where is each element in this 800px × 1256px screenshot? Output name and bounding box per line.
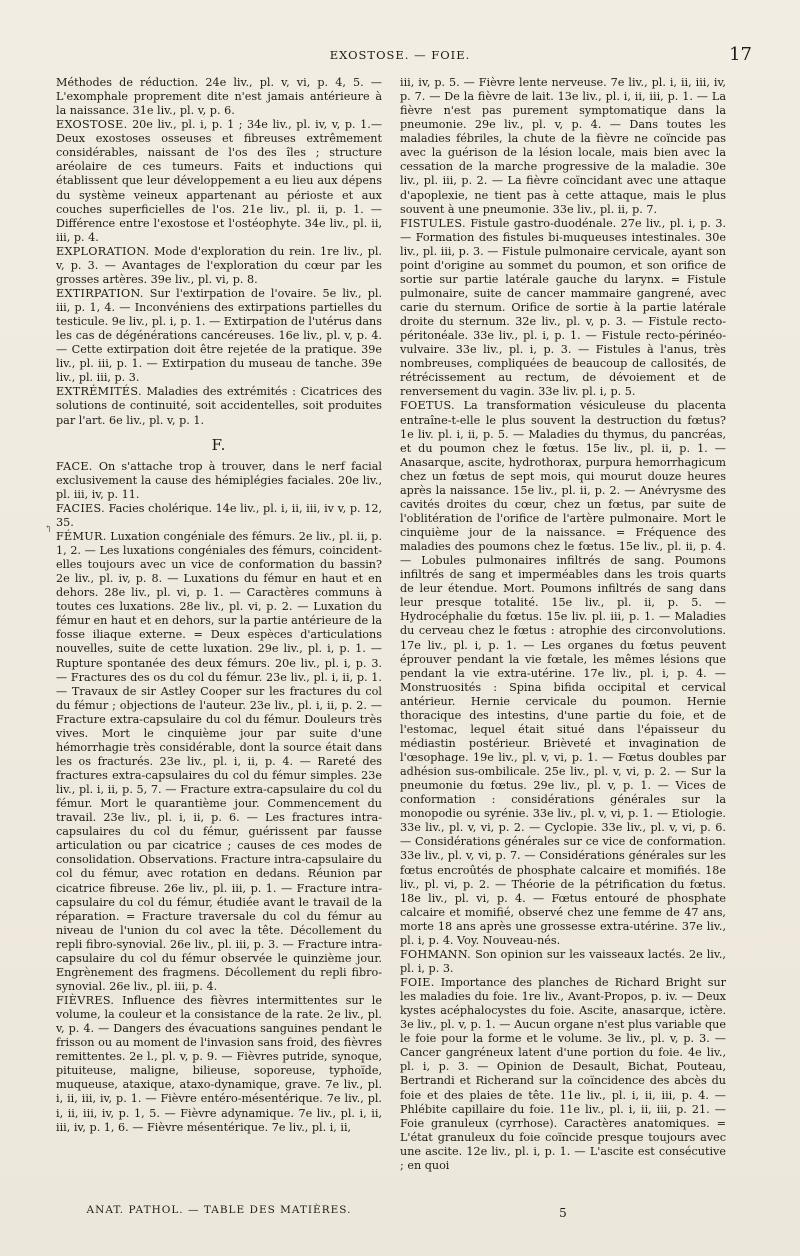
index-entry (56, 385, 382, 427)
left-entries-before (56, 76, 382, 428)
entry-heading: EXPLORATION. (56, 244, 150, 258)
index-entry (56, 245, 382, 287)
entry-text: Son opinion sur les vaisseaux lactés. 2e liv., pl. i, p. 3. (400, 947, 726, 975)
entry-text: Mode d'exploration du rein. 1re liv., pl. v, p. 3. — Avantages de l'exploration du cœur par les grosses artères. 39e liv., pl. vi, p. 8. (56, 244, 382, 286)
right-column (400, 76, 726, 1173)
entry-text: Maladies des extrémités : Cicatrices des solutions de continuité, soit accidentelles, soit produites par l'art. 6e liv., pl. v, p. 1. (56, 385, 383, 427)
index-entry (400, 76, 726, 217)
entry-text: Fistule gastro-duodénale. 27e liv., pl. i, p. 3. — Formation des fistules bi-muqueuses intestinales. 30e liv., pl. iii, p. 3. — Fistule pulmonaire cervicale, ayant son point d'origine au sommet du poumon, et son orifice de sortie sur partie latérale gauche du larynx. = Fistule pulmonaire, suite de cancer mammaire gangrené, avec carie du sternum. Orifice de sortie à la partie latérale droite du sternum. 32e liv., pl. v, p. 3. — Fistule recto-péritonéale. 33e liv., pl. i, p. 1. — Fistule recto-périnéo-vulvaire. 33e liv., pl. i, p. 3. — Fistules à l'anus, très nombreuses, compliquées de beaucoup de callosités, de rétrécissement au rectum, de dévoiement et de renversement du vagin. 33e liv. pl. i, p. 5. (400, 216, 727, 399)
index-entry (56, 994, 382, 1135)
entry-heading: FISTULES. (400, 216, 466, 230)
entry-heading: EXTRÉMITÉS. (56, 385, 142, 399)
entry-heading: EXOSTOSE. (56, 118, 128, 132)
entry-heading: FIÈVRES. (56, 994, 115, 1007)
entry-heading: FACIES. (56, 501, 105, 515)
entry-text: Sur l'extirpation de l'ovaire. 5e liv., pl. iii, p. 1, 4. — Inconvéniens des extirpations partielles du testicule. 9e liv., pl. i, p. 1. — Extirpation de l'utérus dans les cas de dégénérations cancéreuses. 16e liv., pl. v, p. 4. — Cette extirpation doit être rejetée de la pratique. 39e liv., pl. iii, p. 1. — Extirpation du museau de tanche. 39e liv., pl. iii, p. 3. (56, 286, 383, 385)
entry-heading: EXTIRPATION. (56, 286, 144, 300)
page-number: 17 (729, 44, 752, 65)
entry-text: 20e liv., pl. i, p. 1 ; 34e liv., pl. iv, v, p. 1.— Deux exostoses osseuses et fibreuses extrêmement considérables, naissant de l'os des îles ; structure aréolaire de ces tumeurs. Faits et inductions qui établissent que leur développement a eu lieu aux dépens du système veineux appartenant au périoste et aux couches superficielles de l'os. 21e liv., pl. ii, p. 1. — Différence entre l'exostose et l'ostéophyte. 34e liv., pl. ii, iii, p. 4. (56, 118, 383, 244)
index-entry (56, 287, 382, 385)
running-head: EXOSTOSE. — FOIE. (329, 48, 471, 62)
entry-text: Influence des fièvres intermittentes sur le volume, la couleur et la consistance de la rate. 2e liv., pl. v, p. 4. — Dangers des évacuations sanguines pendant le frisson ou au moment de l'invasion sans froid, des fièvres remittentes. 2e l., pl. v, p. 9. — Fièvres putride, synoque, pituiteuse, maligne, bilieuse, soporeuse, typhoïde, muqueuse, ataxique, ataxo-dynamique, grave. 7e liv., pl. i, ii, iii, iv, p. 1. — Fièvre entéro-mésentérique. 7e liv., pl. i, ii, iii, iv, p. 1, 5. — Fièvre adynamique. 7e liv., pl. i, ii, iii, iv, p. 1, 6. — Fièvre mésentérique. 7e liv., pl. i, ii, (56, 994, 382, 1134)
entry-heading: FOIE. (400, 976, 435, 989)
right-entries (400, 76, 726, 1173)
entry-heading: FOETUS. (400, 399, 455, 413)
index-entry (56, 76, 382, 118)
entry-heading: FACE. (56, 459, 93, 473)
index-entry (56, 118, 382, 245)
entry-text: Luxation congéniale des fémurs. 2e liv., pl. ii, p. 1, 2. — Les luxations congéniales des fémurs, coincident-elles toujours avec un vice de conformation du bassin? 2e liv., pl. iv, p. 8. — Luxations du fémur en haut et en dehors. 28e liv., pl. vi, p. 1. — Caractères communs à toutes ces luxations. 28e liv., pl. vi, p. 2. — Luxation du fémur en haut et en dehors, sur la partie antérieure de la fosse iliaque externe. = Deux espèces d'articulations nouvelles, suite de cette luxation. 29e liv., pl. i, p. 1. — Rupture spontanée des deux fémurs. 20e liv., pl. i, p. 3. — Fractures des os du col du fémur. 23e liv., pl. i, ii, p. 1. — Travaux de sir Astley Cooper sur les fractures du col du fémur ; objections de l'auteur. 23e liv., pl. i, ii, p. 2. — Fracture extra-capsulaire du col du fémur. Douleurs très vives. Mort le cinquième jour par suite d'une hémorrhagie très considérable, dont la source était dans les os fracturés. 23e liv., pl. i, ii, p. 4. — Rareté des fractures extra-capsulaires du col du fémur simples. 23e liv., pl. i, ii, p. 5, 7. — Fracture extra-capsulaire du col du fémur. Mort le quarantième jour. Commencement du travail. 23e liv., pl. i, ii, p. 6. — Les fractures intra-capsulaires du col du fémur, guérissent par fausse articulation ou par cicatrice ; causes de ces modes de consolidation. Observations. Fracture intra-capsulaire du col du fémur, avec rotation en dedans. Réunion par cicatrice fibreuse. 26e liv., pl. iii, p. 1. — Fracture intra-capsulaire du col du fémur, étudiée avant le travail de la réparation. = Fracture traversale du col du fémur au niveau de l'union du col avec la tête. Décollement du repli fibro-synovial. 26e liv., pl. iii, p. 3. — Fracture intra-capsulaire du col du fémur observée le quinzième jour. Engrènement des fragmens. Décollement du repli fibro-synovial. 26e liv., pl. iii, p. 4. (56, 529, 383, 993)
index-entry (400, 976, 726, 1173)
index-entry (400, 948, 726, 976)
signature-mark: 5 (559, 1206, 567, 1220)
page-header (0, 44, 800, 68)
entry-text: Facies cholérique. 14e liv., pl. i, ii, iii, iv v, p. 12, 35. (56, 501, 382, 529)
index-entry (56, 530, 382, 994)
entry-text: On s'attache trop à trouver, dans le nerf facial exclusivement la cause des hémiplégies faciales. 20e liv., pl. iii, iv, p. 11. (56, 459, 382, 501)
margin-mark: ↰ (44, 524, 53, 535)
entry-text: La transformation vésiculeuse du placenta entraîne-t-elle le plus souvent la destruction du fœtus? 1e liv. pl. i, ii, p. 5. — Maladies du thymus, du pancréas, et du poumon chez le fœtus. 15e liv., pl. ii, p. 1. — Anasarque, ascite, hydrothorax, purpura hemorrhagicum chez un fœtus de sept mois, qui mourut douze heures après la naissance. 15e liv., pl. ii, p. 2. — Anévrysme des cavités droites du cœur, chez un fœtus, par suite de l'oblitération de l'orifice de l'artère pulmonaire. Mort le cinquième jour de la naissance. = Fréquence des maladies des poumons chez le fœtus. 15e liv., pl. ii, p. 4. — Lobules pulmonaires infiltrés de sang. Poumons infiltrés de sang et imperméables dans les trois quarts de leur étendue. Mort. Poumons infiltrés de sang dans leur presque totalité. 15e liv., pl. ii, p. 5. — Hydrocéphalie du fœtus. 15e liv. pl. iii, p. 1. — Maladies du cerveau chez le fœtus : atrophie des circonvolutions. 17e liv., pl. i, p. 1. — Les organes du fœtus peuvent éprouver pendant la vie fœtale, les mêmes lésions que pendant la vie extra-utérine. 17e liv., pl. i, p. 4. — Monstruosités : Spina bifida occipital et cervical antérieur. Hernie cervicale du poumon. Hernie thoracique des intestins, d'une partie du foie, et de l'estomac, lequel était situé dans l'épaisseur du médiastin postérieur. Brièveté et invagination de l'œsophage. 19e liv., pl. v, vi, p. 1. — Fœtus doubles par adhésion sus-ombilicale. 25e liv., pl. v, vi, p. 2. — Sur la pneumonie du fœtus. 29e liv., pl. v, p. 1. — Vices de conformation : considérations générales sur la monopodie ou syrénie. 33e liv., pl. v, vi, p. 1. — Etiologie. 33e liv., pl. v, vi, p. 2. — Cyclopie. 33e liv., pl. v, vi, p. 6. — Considérations générales sur ce vice de conformation. 33e liv., pl. v, vi, p. 7. — Considérations générales sur les fœtus encroûtés de phosphate calcaire et momifiés. 18e liv., pl. vi, p. 2. — Théorie de la pétrification du fœtus. 18e liv., pl. vi, p. 4. — Fœtus entouré de phosphate calcaire et momifié, observé chez une femme de 47 ans, morte 18 ans après une grossesse extra-utérine. 37e liv., pl. i, p. 4. Voy. Nouveau-nés. (400, 399, 726, 947)
index-entry (400, 217, 726, 400)
page-footer: ANAT. PATHOL. — TABLE DES MATIÈRES. (86, 1204, 352, 1216)
entry-text: iii, iv, p. 5. — Fièvre lente nerveuse. 7e liv., pl. i, ii, iii, iv, p. 7. — De la fièvre de lait. 13e liv., pl. i, ii, iii, p. 1. — La fièvre n'est pas purement symptomatique dans la pneumonie. 29e liv., pl. v, p. 4. — Dans toutes les maladies fébriles, la chute de la fièvre ne coïncide pas avec la guérison de la lésion locale, mais bien avec la cessation de la marche progressive de la maladie. 30e liv., pl. iii, p. 2. — La fièvre coïncidant avec une attaque d'apoplexie, ne tient pas à cette attaque, mais le plus souvent à une pneumonie. 33e liv., pl. ii, p. 7. (400, 76, 726, 216)
section-letter: F. (211, 435, 227, 454)
left-entries-after (56, 460, 382, 1135)
entry-heading: FÉMUR. (56, 529, 107, 543)
index-entry (56, 502, 382, 530)
entry-text: Méthodes de réduction. 24e liv., pl. v, vi, p. 4, 5. — L'exomphale proprement dite n'est jamais antérieure à la naissance. 31e liv., pl. v, p. 6. (56, 76, 382, 118)
index-entry (56, 460, 382, 502)
left-column (56, 76, 382, 1135)
entry-text: Importance des planches de Richard Bright sur les maladies du foie. 1re liv., Avant-Propos, p. iv. — Deux kystes acéphalocystes du foie. Ascite, anasarque, ictère. 3e liv., pl. v, p. 1. — Aucun organe n'est plus variable que le foie pour la forme et le volume. 3e liv., pl. v, p. 3. — Cancer gangréneux latent d'une portion du foie. 4e liv., pl. i, p. 3. — Opinion de Desault, Bichat, Pouteau, Bertrandi et Richerand sur la coïncidence des abcès du foie et des plaies de tête. 11e liv., pl. i, ii, iii, p. 4. — Phlébite capillaire du foie. 11e liv., pl. i, ii, iii, p. 21. — Foie granuleux (cyrrhose). Caractères anatomiques. = L'état granuleux du foie coïncide presque toujours avec une ascite. 12e liv., pl. i, p. 1. — L'ascite est consécutive ; en quoi (400, 976, 726, 1172)
index-entry (400, 399, 726, 947)
entry-heading: FOHMANN. (400, 947, 472, 961)
